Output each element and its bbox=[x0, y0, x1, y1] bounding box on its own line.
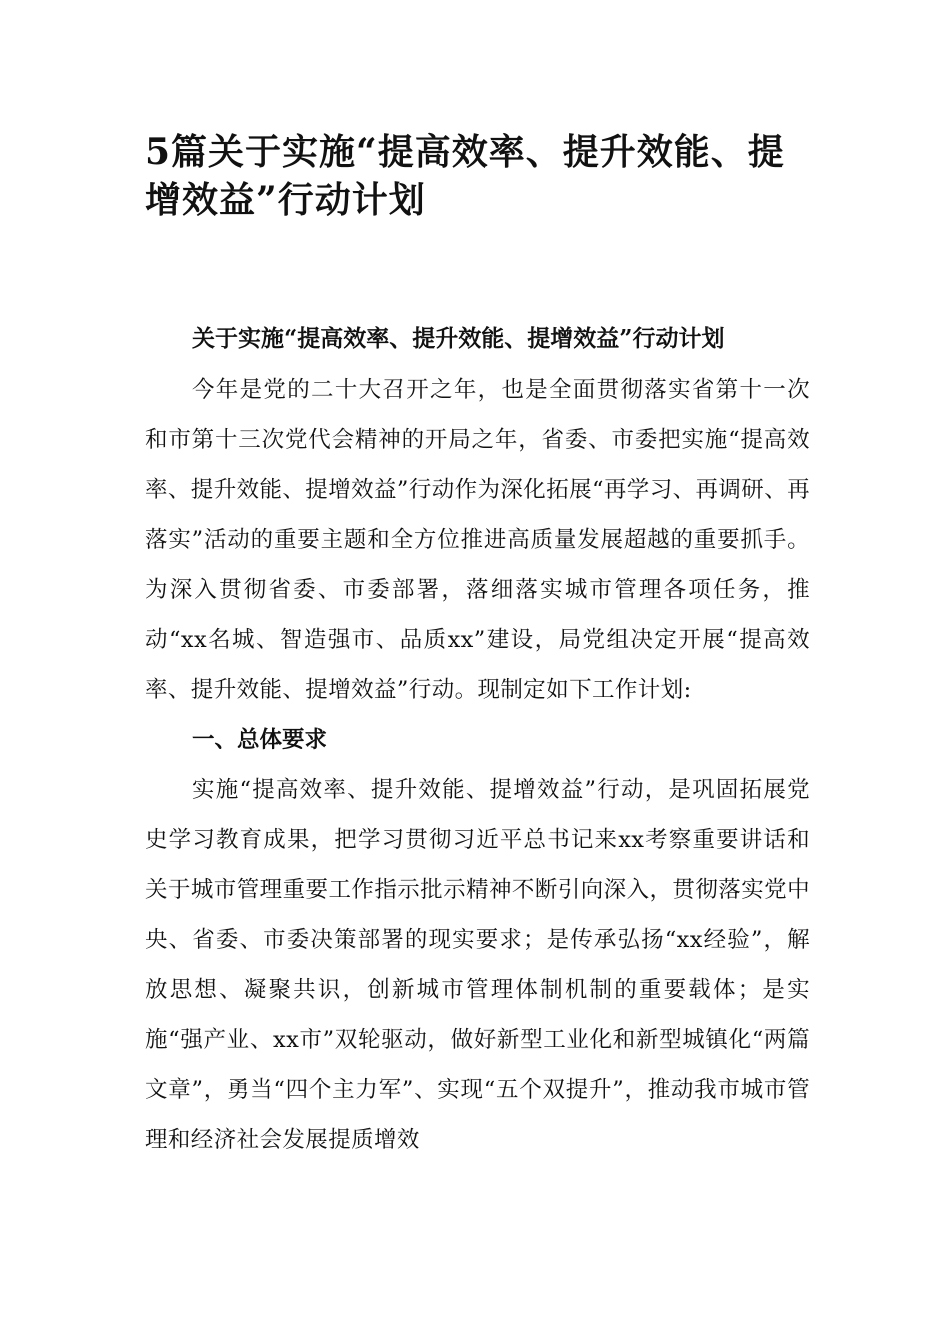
section-heading: 一、总体要求 bbox=[192, 727, 328, 753]
document-subtitle: 关于实施“提高效率、提升效能、提增效益”行动计划 bbox=[192, 325, 725, 352]
document-page bbox=[145, 128, 810, 1165]
intro-paragraph: 今年是党的二十大召开之年，也是全面贯彻落实省第十一次和市第十三次党代会精神的开局之年，省委、市委把实施“提高效率、提升效能、提增效益”行动作为深化拓展“再学习、再调研、再落实”活动的重要主题和全方位推进高质量发展超越的重要抓手。为深入贯彻省委、市委部署，落细落实城市管理各项任务，推动“xx名城、智造强市、品质xx”建设，局党组决定开展“提高效率、提升效能、提增效益”行动。现制定如下工作计划: bbox=[145, 377, 811, 703]
document-title: 5篇关于实施“提高效率、提升效能、提增效益”行动计划 bbox=[145, 131, 785, 221]
section-paragraph: 实施“提高效率、提升效能、提增效益”行动，是巩固拓展党史学习教育成果，把学习贯彻习近平总书记来xx考察重要讲话和关于城市管理重要工作指示批示精神不断引向深入，贯彻落实党中央、省委、市委决策部署的现实要求；是传承弘扬“xx经验”，解放思想、凝聚共识，创新城市管理体制机制的重要载体；是实施“强产业、xx市”双轮驱动，做好新型工业化和新型城镇化“两篇文章”，勇当“四个主力军”、实现“五个双提升”，推动我市城市管理和经济社会发展提质增效 bbox=[145, 777, 810, 1153]
